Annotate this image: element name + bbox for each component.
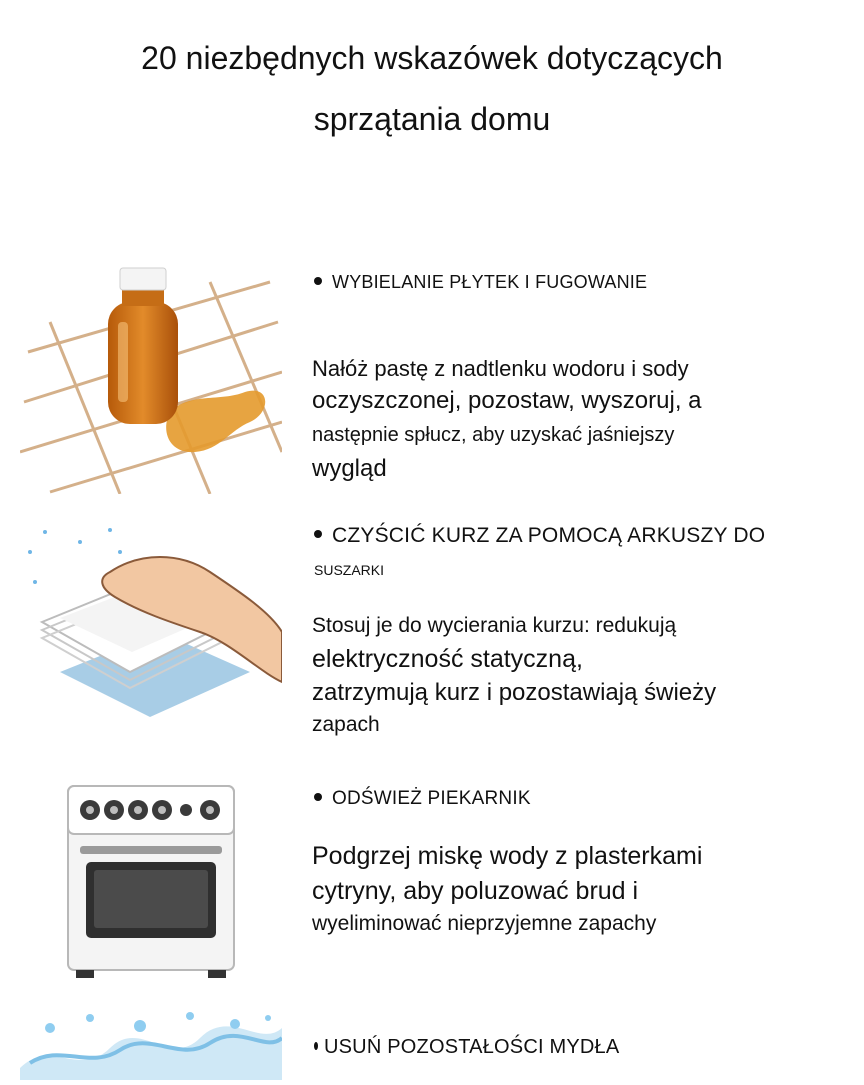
water-splash-icon <box>20 1008 282 1080</box>
tip-body: Podgrzej miskę wody z plasterkami cytryny, aby poluzować brud i wyeliminować nieprzyjemne zapachy <box>312 842 703 935</box>
bottle-spill-icon <box>20 262 282 494</box>
tip-heading: WYBIELANIE PŁYTEK I FUGOWANIE <box>314 272 647 293</box>
title-line-1: 20 niezbędnych wskazówek dotyczących <box>141 40 723 76</box>
tip-body: Stosuj je do wycierania kurzu: redukują elektryczność statyczną, zatrzymują kurz i pozostawiają świeży zapach <box>312 614 717 736</box>
tip-heading: ODŚWIEŻ PIEKARNIK <box>314 788 531 810</box>
dryer-sheets-icon <box>20 522 282 722</box>
tip-heading-cont: SUSZARKI <box>314 562 385 578</box>
oven-icon <box>20 778 282 984</box>
tip-heading: USUŃ POZOSTAŁOŚCI MYDŁA <box>314 1036 619 1059</box>
tip-heading: CZYŚCIĆ KURZ ZA POMOCĄ ARKUSZY DO <box>314 524 765 548</box>
title-line-2: sprzątania domu <box>313 101 551 137</box>
tip-body: Nałóż pastę z nadtlenku wodoru i sody oczyszczonej, pozostaw, wyszoruj, a następnie spłucz, aby uzyskać jaśniejszy wygląd <box>312 356 702 482</box>
